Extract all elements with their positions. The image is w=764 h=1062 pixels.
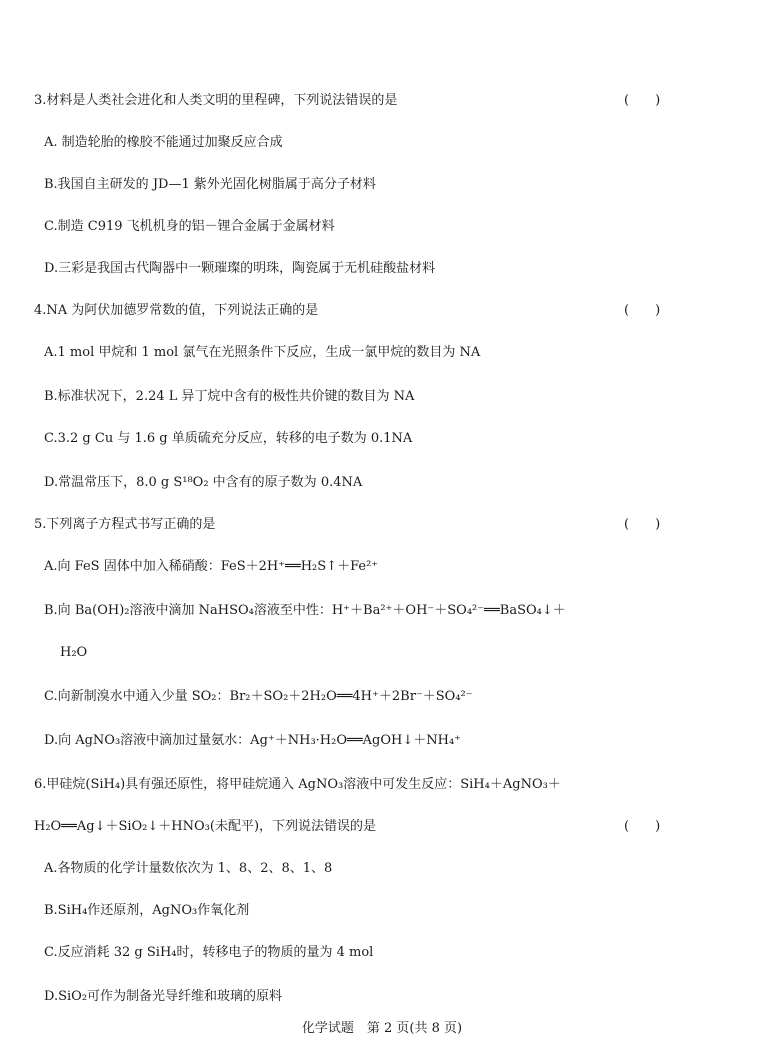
- question-3-stem: 3.材料是人类社会进化和人类文明的里程碑，下列说法错误的是: [34, 93, 398, 108]
- q3-option-b: B.我国自主研发的 JD—1 紫外光固化树脂属于高分子材料: [44, 177, 376, 192]
- page-footer: 化学试题 第 2 页(共 8 页): [301, 1021, 463, 1036]
- q6-option-d: D.SiO₂可作为制备光导纤维和玻璃的原料: [44, 989, 283, 1004]
- q3-option-d: D.三彩是我国古代陶器中一颗璀璨的明珠，陶瓷属于无机硅酸盐材料: [44, 261, 436, 276]
- question-6-stem-continued: H₂O══Ag↓＋SiO₂↓＋HNO₃(未配平)，下列说法错误的是: [34, 819, 377, 834]
- q5-option-b: B.向 Ba(OH)₂溶液中滴加 NaHSO₄溶液至中性：H⁺＋Ba²⁺＋OH⁻＋SO₄²⁻══BaSO₄↓＋: [44, 603, 566, 618]
- answer-blank-q6: ( ): [624, 819, 661, 834]
- q4-option-a: A.1 mol 甲烷和 1 mol 氯气在光照条件下反应，生成一氯甲烷的数目为 NA: [44, 345, 481, 360]
- q6-option-a: A.各物质的化学计量数依次为 1、8、2、8、1、8: [44, 861, 333, 876]
- q5-option-a: A.向 FeS 固体中加入稀硝酸：FeS＋2H⁺══H₂S↑＋Fe²⁺: [44, 559, 379, 574]
- q4-option-b: B.标准状况下，2.24 L 异丁烷中含有的极性共价键的数目为 NA: [44, 389, 415, 404]
- answer-blank-q5: ( ): [624, 517, 661, 532]
- answer-blank-q4: ( ): [624, 303, 661, 318]
- q6-option-b: B.SiH₄作还原剂，AgNO₃作氧化剂: [44, 903, 250, 918]
- q4-option-c: C.3.2 g Cu 与 1.6 g 单质硫充分反应，转移的电子数为 0.1NA: [44, 431, 413, 446]
- q3-option-c: C.制造 C919 飞机机身的铝－锂合金属于金属材料: [44, 219, 335, 234]
- answer-blank-q3: ( ): [624, 93, 661, 108]
- q5-option-c: C.向新制溴水中通入少量 SO₂：Br₂＋SO₂＋2H₂O══4H⁺＋2Br⁻＋SO₄²⁻: [44, 689, 473, 704]
- q6-option-c: C.反应消耗 32 g SiH₄时，转移电子的物质的量为 4 mol: [44, 945, 374, 960]
- question-6-stem: 6.甲硅烷(SiH₄)具有强还原性，将甲硅烷通入 AgNO₃溶液中可发生反应：SiH₄＋AgNO₃＋: [34, 777, 561, 792]
- q4-option-d: D.常温常压下，8.0 g S¹⁸O₂ 中含有的原子数为 0.4NA: [44, 475, 363, 490]
- question-5-stem: 5.下列离子方程式书写正确的是: [34, 517, 216, 532]
- question-4-stem: 4.NA 为阿伏加德罗常数的值，下列说法正确的是: [34, 303, 319, 318]
- q3-option-a: A. 制造轮胎的橡胶不能通过加聚反应合成: [44, 135, 283, 150]
- q5-option-b-continued: H₂O: [60, 645, 88, 660]
- q5-option-d: D.向 AgNO₃溶液中滴加过量氨水：Ag⁺＋NH₃·H₂O══AgOH↓＋NH₄⁺: [44, 733, 462, 748]
